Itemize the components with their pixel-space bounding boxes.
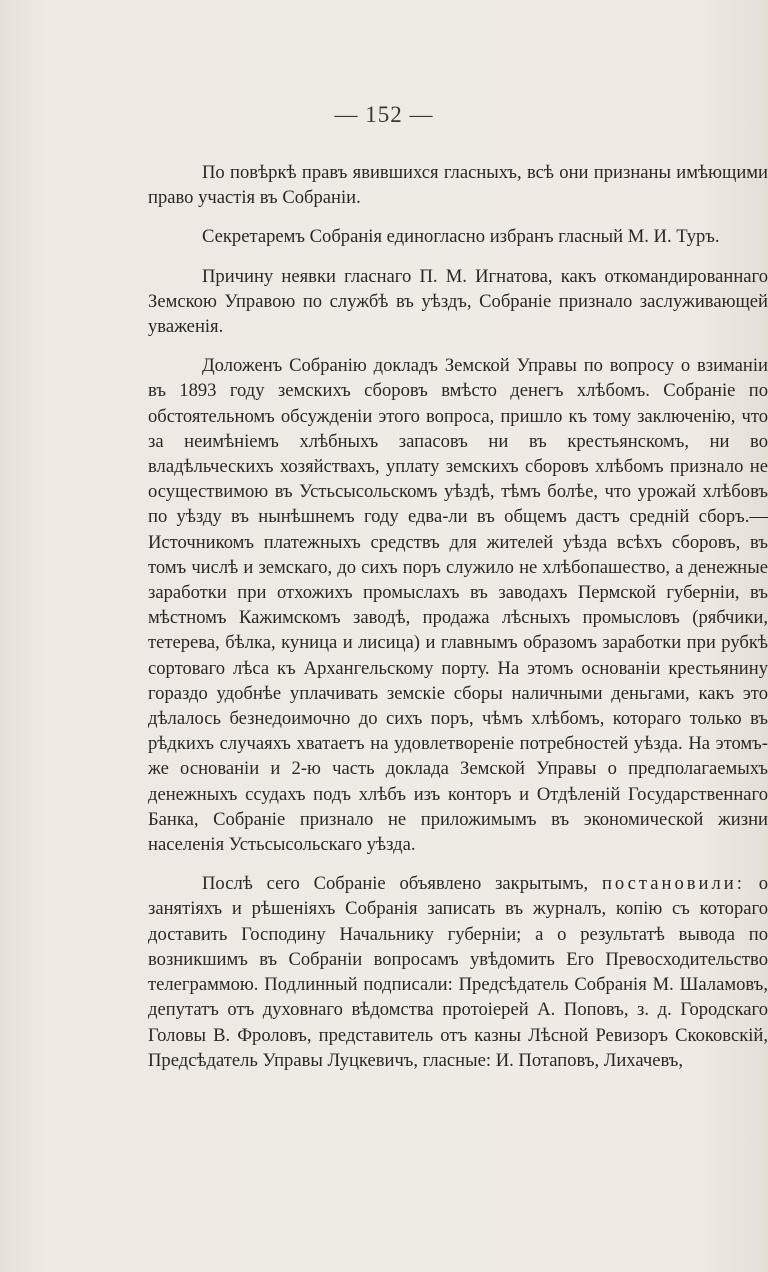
closing-resolved-word: постановили: <box>601 873 745 895</box>
paragraph-secretary: Секретаремъ Собранія единогласно избранъ гласный М. И. Туръ. <box>202 226 720 248</box>
paragraph-closing <box>148 871 768 1073</box>
page-number: — 152 — <box>334 102 434 127</box>
paragraph-absence: Причину неявки гласнаго П. М. Игнатова, какъ откомандированнаго Земскою Управою по службѣ въ уѣздъ, Собраніе признало заслуживающей уваженія. <box>148 265 768 338</box>
closing-text-after: о занятіяхъ и рѣшеніяхъ Собранія записать въ журналъ, копію съ котораго доставить Господину Начальнику губерніи; а о результатѣ вывода по возникшимъ въ Собраніи вопросамъ увѣдомить Его Превосходительство телеграммою. Подлинный подписали: Предсѣдатель Собранія М. Шаламовъ, депутатъ отъ духовнаго вѣдомства протоіерей А. Поповъ, з. д. Городскаго Головы В. Фроловъ, представитель отъ казны Лѣсной Ревизоръ Скоковскій, Предсѣдатель Управы Луцкевичъ, гласные: И. Потаповъ, Лихачевъ, <box>148 873 768 1071</box>
paragraph-grain-tax-report: Доложенъ Собранію докладъ Земской Управы по вопросу о взиманіи въ 1893 году земскихъ сборовъ вмѣсто денегъ хлѣбомъ. Собраніе по обстоятельномъ обсужденіи этого вопроса, пришло къ тому заключенію, что за неимѣніемъ хлѣбныхъ запасовъ ни въ крестьянскомъ, ни во владѣльческихъ хозяйствахъ, уплату земскихъ сборовъ хлѣбомъ признало не осуществимою въ Устьсысольскомъ уѣздѣ, тѣмъ болѣе, что урожай хлѣбовъ по уѣзду въ нынѣшнемъ году едва-ли въ общемъ дастъ средній сборъ.—Источникомъ платежныхъ средствъ для жителей уѣзда всѣхъ сборовъ, въ томъ числѣ и земскаго, до сихъ поръ служило не хлѣбопашество, а денежные заработки при отхожихъ промыслахъ въ заводахъ Пермской губерніи, въ мѣстномъ Кажимскомъ заводѣ, продажа лѣсныхъ промысловъ (рябчики, тетерева, бѣлка, куница и лисица) и главнымъ образомъ заработки при рубкѣ сортоваго лѣса къ Архангельскому порту. На этомъ основаніи крестьянину гораздо удобнѣе уплачивать земскіе сборы наличными деньгами, какъ это дѣлалось безнедоимочно до сихъ поръ, чѣмъ хлѣбомъ, котораго только въ рѣдкихъ случаяхъ хватаетъ на удовлетвореніе потребностей уѣзда. На этомъ-же основаніи и 2-ю часть доклада Земской Управы о предполагаемыхъ денежныхъ ссудахъ подъ хлѣбъ изъ конторъ и Отдѣленій Государственнаго Банка, Собраніе признало не приложимымъ въ экономической жизни населенія Устьсысольскаго уѣзда. <box>148 355 768 856</box>
closing-text-before: Послѣ сего Собраніе объявлено закрытымъ, <box>202 873 602 895</box>
paragraph-credentials: По повѣркѣ правъ явившихся гласныхъ, всѣ они признаны имѣющими право участія въ Собраніи. <box>148 162 768 209</box>
body-text <box>148 160 768 1087</box>
